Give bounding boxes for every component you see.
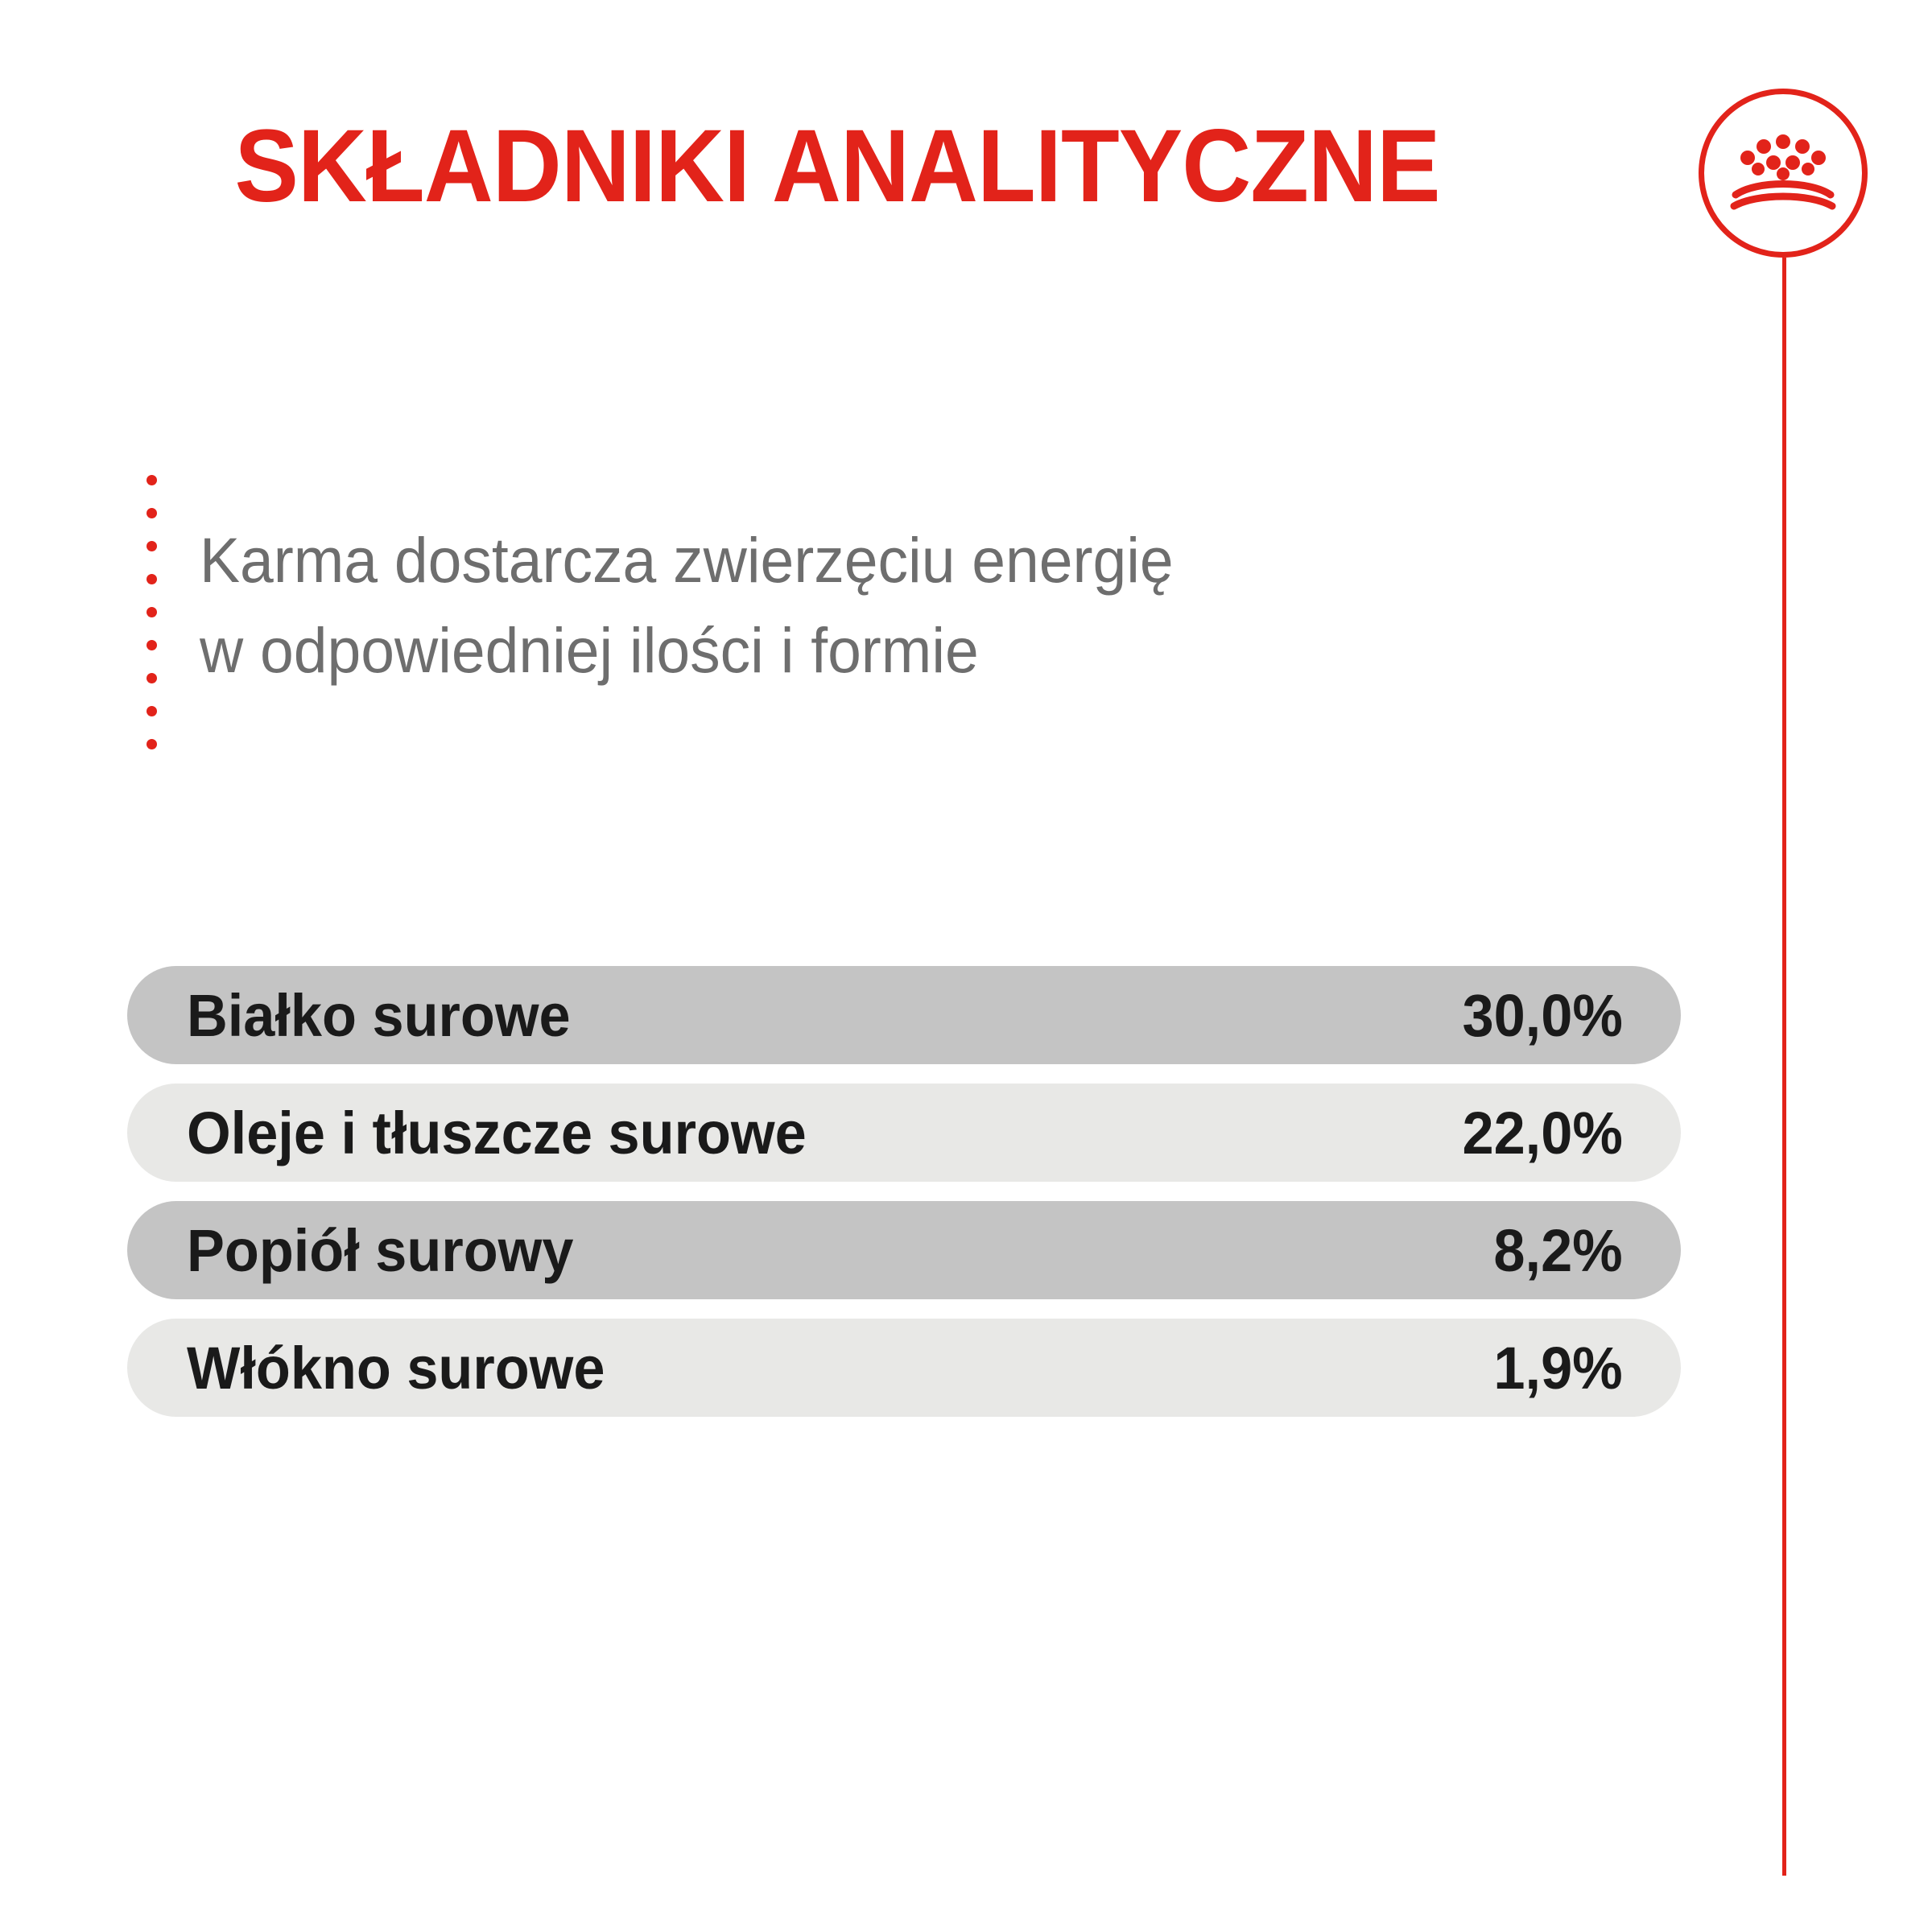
row-value: 30,0% xyxy=(1462,981,1623,1049)
intro-paragraph xyxy=(200,515,1462,696)
table-row xyxy=(127,1319,1681,1417)
row-label: Popiół surowy xyxy=(187,1216,574,1284)
row-label: Włókno surowe xyxy=(187,1334,605,1402)
page-title: SKŁADNIKI ANALITYCZNE xyxy=(234,109,1440,224)
row-label: Białko surowe xyxy=(187,981,571,1049)
row-value: 22,0% xyxy=(1462,1099,1623,1166)
intro-line-1: Karma dostarcza zwierzęciu energię xyxy=(200,524,1174,596)
nutrition-table xyxy=(127,966,1681,1436)
intro-line-2: w odpowiedniej ilości i formie xyxy=(200,614,979,687)
row-value: 8,2% xyxy=(1493,1216,1623,1284)
vertical-accent-line xyxy=(1782,258,1786,1876)
row-value: 1,9% xyxy=(1493,1334,1623,1402)
crown-icon xyxy=(1728,134,1839,211)
dotted-accent xyxy=(147,475,158,753)
table-row xyxy=(127,1201,1681,1299)
table-row xyxy=(127,1084,1681,1182)
row-label: Oleje i tłuszcze surowe xyxy=(187,1099,807,1166)
brand-badge xyxy=(1699,89,1868,258)
table-row xyxy=(127,966,1681,1064)
